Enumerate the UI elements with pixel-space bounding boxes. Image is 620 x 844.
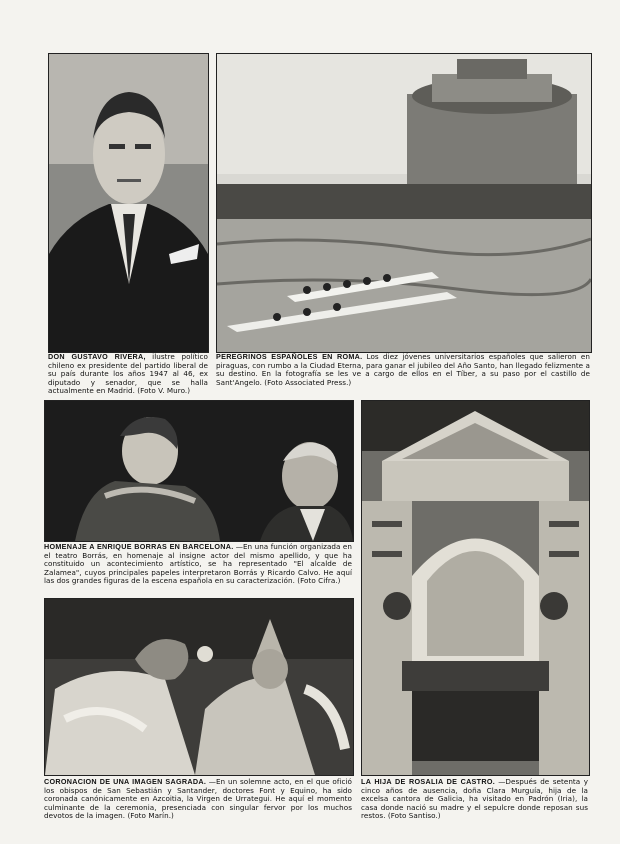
portrait-photo: [48, 53, 209, 353]
coronacion-caption-heading: CORONACION DE UNA IMAGEN SAGRADA.: [44, 777, 207, 786]
rosalia-caption-body: —Después de setenta y cinco años de ausencia, doña Clara Murguía, hija de la excelsa cantora de Galicia, ha visitado en Padrón (Iria), la casa donde nació su madre y el sepulcre donde reposan sus restos. (Foto Santiso.): [361, 777, 588, 821]
peregrinos-caption-body: Los diez jóvenes universitarios españoles que salieron en piraguas, con rumbo a la Ciudad Eterna, para ganar el jubileo del Año Santo, han llegado felizmente a su destino. En la fotografía se les ve a cargo de ellos en el Tíber, a su paso por el castillo de Sant'Angelo. (Foto Associated Press.): [216, 352, 590, 387]
rivera-caption: [48, 353, 208, 396]
actors-photo: [44, 400, 354, 542]
borras-caption-heading: HOMENAJE A ENRIQUE BORRAS EN BARCELONA.: [44, 542, 234, 551]
peregrinos-caption-heading: PEREGRINOS ESPAÑOLES EN ROMA.: [216, 352, 363, 361]
rivera-caption-heading: DON GUSTAVO RIVERA,: [48, 352, 146, 361]
coronacion-caption: [44, 778, 352, 821]
coronation-photo: [44, 598, 354, 776]
borras-caption-body: —En una función organizada en el teatro Borrás, en homenaje al insigne actor del mismo apellido, y que ha constituido un acontecimiento artístico, se ha representado "El alcalde de Zalamea", cuyos principales papeles interpretaron Borrás y Ricardo Calvo. He aquí las dos grandes figuras de la escena española en su caracterización. (Foto Cifra.): [44, 542, 353, 586]
rivera-caption-body: ilustre político chileno ex presidente del partido liberal de su país durante los años 1947 al 46, ex diputado y senador, que se halla actualmente en Madrid. (Foto V. Muro.): [48, 352, 208, 396]
peregrinos-caption: [216, 353, 590, 387]
rosalia-caption-heading: LA HIJA DE ROSALIA DE CASTRO.: [361, 777, 496, 786]
rome-photo: [216, 53, 592, 353]
borras-caption: [44, 543, 352, 586]
coronacion-caption-body: —En un solemne acto, en el que ofició los obispos de San Sebastián y Santander, doctores Font y Equino, ha sido coronada canónicamente en Azcoitia, la Virgen de Urrategui. He aquí el momento culminante de la ceremonia, presenciada con singular fervor por los muchos devotos de la imagen. (Foto Marín.): [44, 777, 352, 821]
monument-photo: [361, 400, 590, 776]
rosalia-caption: [361, 778, 588, 821]
